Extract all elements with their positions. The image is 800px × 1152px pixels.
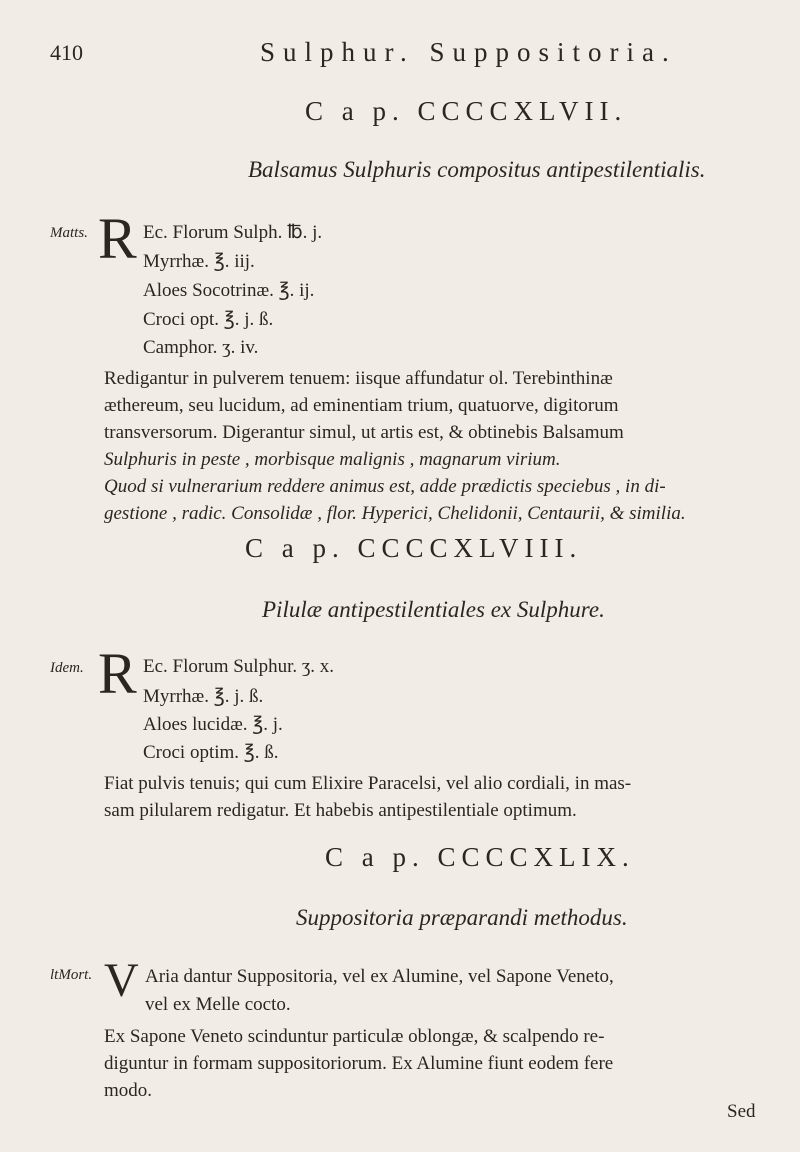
paragraph-2 xyxy=(104,770,631,824)
recipe-line: Camphor. ʒ. iv. xyxy=(143,337,259,358)
recipe-line: Aloes lucidæ. ℥. j. xyxy=(143,714,283,735)
text-line: gestione , radic. Consolidæ , flor. Hyperici, Chelidonii, Centaurii, & similia. xyxy=(104,503,686,524)
text-line: Ex Sapone Veneto scinduntur particulæ oblongæ, & scalpendo re- xyxy=(104,1026,605,1047)
margin-note-2: Idem. xyxy=(50,660,84,676)
text-line: Sulphuris in peste , morbisque malignis , magnarum virium. xyxy=(104,449,561,470)
text-line: æthereum, seu lucidum, ad eminentiam trium, quatuorve, digitorum xyxy=(104,395,619,416)
chapter-heading-3: C a p. CCCCXLIX. xyxy=(325,842,635,872)
chapter-heading-2: C a p. CCCCXLVIII. xyxy=(245,533,583,563)
chapter-title-2: Pilulæ antipestilentiales ex Sulphure. xyxy=(262,597,605,622)
recipe-line: Ec. Florum Sulphur. ʒ. x. xyxy=(143,656,335,677)
recipe-line: Myrrhæ. ℥. j. ß. xyxy=(143,686,264,707)
recipe-line: Myrrhæ. ℥. iij. xyxy=(143,251,255,272)
drop-initial-1: R xyxy=(98,206,137,271)
paragraph-1 xyxy=(104,365,686,527)
text-line: transversorum. Digerantur simul, ut artis est, & obtinebis Balsamum xyxy=(104,422,624,443)
chapter-heading-1: C a p. CCCCXLVII. xyxy=(305,96,628,126)
recipe-line: Croci opt. ℥. j. ß. xyxy=(143,309,274,330)
text-line: sam pilularem redigatur. Et habebis antipestilentiale optimum. xyxy=(104,800,577,821)
catchword: Sed xyxy=(727,1101,756,1122)
chapter-title-1: Balsamus Sulphuris compositus antipestilentialis. xyxy=(248,157,706,182)
running-title: Sulphur. Suppositoria. xyxy=(260,37,677,67)
text-line: modo. xyxy=(104,1080,153,1101)
recipe-line: Ec. Florum Sulph. ℔. j. xyxy=(143,222,323,243)
margin-note-3: ltMort. xyxy=(50,967,93,983)
text-line: diguntur in formam suppositoriorum. Ex Alumine fiunt eodem fere xyxy=(104,1053,614,1074)
recipe-line: Croci optim. ℥. ß. xyxy=(143,742,279,763)
text-line: Fiat pulvis tenuis; qui cum Elixire Paracelsi, vel alio cordiali, in mas- xyxy=(104,773,632,794)
page-number: 410 xyxy=(50,40,83,65)
paragraph-3 xyxy=(104,1023,613,1104)
text-line: Aria dantur Suppositoria, vel ex Alumine, vel Sapone Veneto, xyxy=(145,966,614,987)
chapter-title-3: Suppositoria præparandi methodus. xyxy=(296,905,628,930)
drop-initial-3: V xyxy=(104,954,139,1007)
text-line: vel ex Melle cocto. xyxy=(145,994,291,1015)
text-line: Quod si vulnerarium reddere animus est, adde prædictis speciebus , in di- xyxy=(104,476,666,497)
recipe-line: Aloes Socotrinæ. ℥. ij. xyxy=(143,280,315,301)
text-line: Redigantur in pulverem tenuem: iisque affundatur ol. Terebinthinæ xyxy=(104,368,613,389)
drop-initial-2: R xyxy=(98,641,137,706)
margin-note-1: Matts. xyxy=(50,225,88,241)
